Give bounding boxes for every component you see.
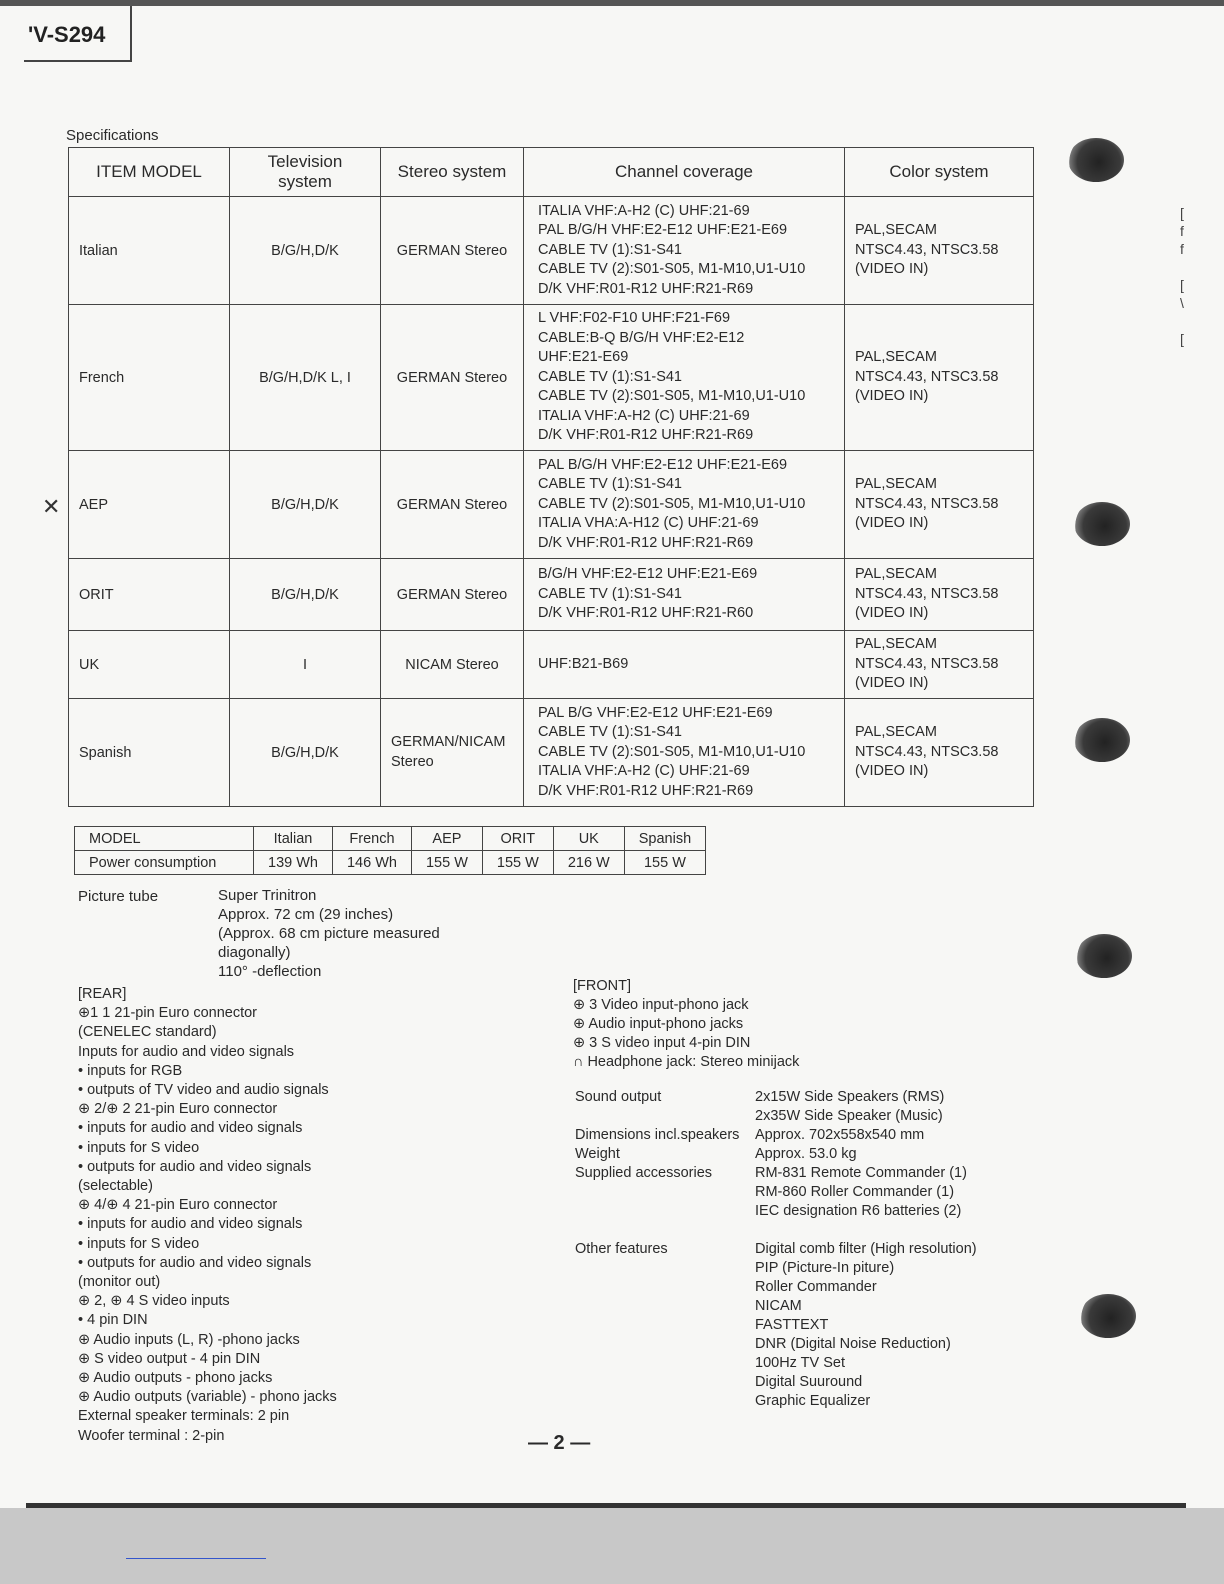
- stereo-cell: GERMAN Stereo: [381, 305, 524, 451]
- color-system-cell: PAL,SECAM NTSC4.43, NTSC3.58 (VIDEO IN): [845, 699, 1034, 807]
- color-system-cell: PAL,SECAM NTSC4.43, NTSC3.58 (VIDEO IN): [845, 197, 1034, 305]
- stereo-cell: NICAM Stereo: [381, 631, 524, 699]
- spec-value: Approx. 702x558x540 mm: [755, 1127, 925, 1143]
- front-terminals: [573, 977, 799, 1072]
- spec-key: Other features: [575, 1241, 668, 1257]
- power-model-spanish: Spanish: [624, 827, 705, 851]
- header-item-model: ITEM MODEL: [69, 148, 230, 197]
- tv-system-cell: B/G/H,D/K L, I: [230, 305, 381, 451]
- rear-line: ⊕1 1 21-pin Euro connector: [78, 1005, 258, 1022]
- rear-line: • outputs for audio and video signals: [78, 1254, 312, 1271]
- coverage-cell: B/G/H VHF:E2-E12 UHF:E21-E69 CABLE TV (1):S1-S41 D/K VHF:R01-R12 UHF:R21-R60: [524, 559, 845, 631]
- spec-row-other-features: [575, 1240, 977, 1411]
- header-color-system: Color system: [845, 148, 1034, 197]
- picture-tube-line: Approx. 72 cm (29 inches): [218, 906, 394, 923]
- rear-line: [REAR]: [78, 986, 127, 1002]
- rear-line: ⊕ Audio inputs (L, R) -phono jacks: [78, 1331, 300, 1348]
- table-row: [69, 305, 1034, 451]
- power-consumption-table: [74, 826, 706, 875]
- spec-key: Weight: [575, 1146, 620, 1162]
- bottom-underline: [126, 1558, 266, 1559]
- coverage-cell: PAL B/G VHF:E2-E12 UHF:E21-E69 CABLE TV (1):S1-S41 CABLE TV (2):S01-S05, M1-M10,U1-U10 ITALIA VHF:A-H2 (C) UHF:21-69 D/K VHF:R01-R12 UHF:R21-R69: [524, 699, 845, 807]
- power-value-french: 146 Wh: [332, 851, 411, 875]
- table-row: [69, 451, 1034, 559]
- model-cell: ORIT: [69, 559, 230, 631]
- rear-line: ⊕ 4/⊕ 4 21-pin Euro connector: [78, 1197, 278, 1214]
- handwritten-mark: ✕: [42, 494, 61, 519]
- power-value-row: [75, 851, 706, 875]
- tv-system-cell: B/G/H,D/K: [230, 197, 381, 305]
- power-model-italian: Italian: [254, 827, 333, 851]
- table-row: [69, 197, 1034, 305]
- front-line: ⊕ 3 Video input-phono jack: [573, 997, 749, 1013]
- rear-line: ⊕ Audio outputs - phono jacks: [78, 1370, 273, 1387]
- rear-line: • outputs of TV video and audio signals: [78, 1082, 329, 1099]
- stereo-cell: GERMAN Stereo: [381, 197, 524, 305]
- tv-system-cell: I: [230, 631, 381, 699]
- front-line: ⊕ 3 S video input 4-pin DIN: [573, 1035, 751, 1051]
- binder-hole: [1068, 138, 1124, 182]
- power-model-aep: AEP: [411, 827, 482, 851]
- picture-tube-label: Picture tube: [78, 888, 159, 905]
- power-model-row: [75, 827, 706, 851]
- coverage-cell: PAL B/G/H VHF:E2-E12 UHF:E21-E69 CABLE TV (1):S1-S41 CABLE TV (2):S01-S05, M1-M10,U1-U10 ITALIA VHA:A-H12 (C) UHF:21-69 D/K VHF:R01-R12 UHF:R21-R69: [524, 451, 845, 559]
- rear-line: (monitor out): [78, 1274, 161, 1291]
- rear-line: • 4 pin DIN: [78, 1312, 148, 1329]
- page-number: — 2 —: [528, 1432, 591, 1454]
- table-row: [69, 631, 1034, 699]
- binder-hole: [1076, 934, 1132, 978]
- spec-row-accessories: [575, 1164, 977, 1221]
- rear-line: • inputs for RGB: [78, 1062, 183, 1079]
- model-tab-label: 'V-S294: [28, 22, 106, 47]
- rear-line: Woofer terminal : 2-pin: [78, 1427, 225, 1444]
- rear-line: ⊕ Audio outputs (variable) - phono jacks: [78, 1389, 337, 1406]
- color-system-cell: PAL,SECAM NTSC4.43, NTSC3.58 (VIDEO IN): [845, 451, 1034, 559]
- model-cell: Spanish: [69, 699, 230, 807]
- rear-line: (selectable): [78, 1178, 153, 1195]
- picture-tube-line: Super Trinitron: [218, 887, 317, 904]
- front-line: [FRONT]: [573, 978, 631, 994]
- spec-row-weight: [575, 1145, 977, 1164]
- header-television-system: Television system: [230, 148, 381, 197]
- spec-value: RM-831 Remote Commander (1) RM-860 Roller Commander (1) IEC designation R6 batteries (2): [755, 1165, 967, 1219]
- spec-key: Dimensions incl.speakers: [575, 1127, 740, 1143]
- rear-line: (CENELEC standard): [78, 1024, 217, 1041]
- rear-line: • inputs for S video: [78, 1139, 200, 1156]
- header-stereo-system: Stereo system: [381, 148, 524, 197]
- rear-line: • inputs for audio and video signals: [78, 1216, 303, 1233]
- top-border: [0, 0, 1224, 6]
- coverage-cell: L VHF:F02-F10 UHF:F21-F69 CABLE:B-Q B/G/H VHF:E2-E12 UHF:E21-E69 CABLE TV (1):S1-S41 CABLE TV (2):S01-S05, M1-M10,U1-U10 ITALIA VHF:A-H2 (C) UHF:21-69 D/K VHF:R01-R12 UHF:R21-R69: [524, 305, 845, 451]
- model-tab: [24, 6, 132, 62]
- front-line: ∩ Headphone jack: Stereo minijack: [573, 1054, 800, 1070]
- rear-line: External speaker terminals: 2 pin: [78, 1408, 290, 1425]
- model-cell: UK: [69, 631, 230, 699]
- color-system-cell: PAL,SECAM NTSC4.43, NTSC3.58 (VIDEO IN): [845, 559, 1034, 631]
- coverage-cell: UHF:B21-B69: [524, 631, 845, 699]
- model-cell: Italian: [69, 197, 230, 305]
- page-edge-marks: [ f f [ \ [: [1180, 205, 1184, 347]
- power-value-spanish: 155 W: [624, 851, 705, 875]
- picture-tube-line: diagonally): [218, 944, 291, 961]
- power-value-italian: 139 Wh: [254, 851, 333, 875]
- front-line: ⊕ Audio input-phono jacks: [573, 1016, 744, 1032]
- stereo-cell: GERMAN Stereo: [381, 559, 524, 631]
- stereo-cell: GERMAN/NICAM Stereo: [381, 699, 524, 807]
- spec-value: Digital comb filter (High resolution) PIP (Picture-In piture) Roller Commander NICAM FASTTEXT DNR (Digital Noise Reduction) 100Hz TV Set Digital Suuround Graphic Equalizer: [755, 1241, 977, 1409]
- specifications-heading: Specifications: [66, 127, 159, 144]
- table-header-row: [69, 148, 1034, 197]
- model-cell: AEP: [69, 451, 230, 559]
- power-consumption-label: Power consumption: [75, 851, 254, 875]
- model-cell: French: [69, 305, 230, 451]
- spec-row-sound-output: [575, 1088, 977, 1126]
- spec-value: 2x15W Side Speakers (RMS) 2x35W Side Speaker (Music): [755, 1089, 945, 1124]
- scan-margin: [0, 1508, 1224, 1584]
- rear-line: • outputs for audio and video signals: [78, 1158, 312, 1175]
- tv-system-cell: B/G/H,D/K: [230, 699, 381, 807]
- power-value-orit: 155 W: [482, 851, 553, 875]
- picture-tube-details: [218, 886, 440, 981]
- power-model-orit: ORIT: [482, 827, 553, 851]
- stereo-cell: GERMAN Stereo: [381, 451, 524, 559]
- header-channel-coverage: Channel coverage: [524, 148, 845, 197]
- power-value-uk: 216 W: [553, 851, 624, 875]
- color-system-cell: PAL,SECAM NTSC4.43, NTSC3.58 (VIDEO IN): [845, 631, 1034, 699]
- specifications-table: [68, 147, 1034, 807]
- tv-system-cell: B/G/H,D/K: [230, 451, 381, 559]
- picture-tube-line: 110° -deflection: [218, 963, 322, 980]
- power-model-french: French: [332, 827, 411, 851]
- binder-hole: [1074, 502, 1130, 546]
- binder-hole: [1074, 718, 1130, 762]
- spec-key: Sound output: [575, 1089, 662, 1105]
- tv-system-cell: B/G/H,D/K: [230, 559, 381, 631]
- power-value-aep: 155 W: [411, 851, 482, 875]
- rear-line: ⊕ 2/⊕ 2 21-pin Euro connector: [78, 1101, 278, 1118]
- spec-row-dimensions: [575, 1126, 977, 1145]
- table-row: [69, 559, 1034, 631]
- power-model-uk: UK: [553, 827, 624, 851]
- picture-tube-line: (Approx. 68 cm picture measured: [218, 925, 440, 942]
- coverage-cell: ITALIA VHF:A-H2 (C) UHF:21-69 PAL B/G/H VHF:E2-E12 UHF:E21-E69 CABLE TV (1):S1-S41 CABLE TV (2):S01-S05, M1-M10,U1-U10 D/K VHF:R01-R12 UHF:R21-R69: [524, 197, 845, 305]
- spec-value: Approx. 53.0 kg: [755, 1146, 857, 1162]
- rear-line: Inputs for audio and video signals: [78, 1043, 295, 1060]
- binder-hole: [1080, 1294, 1136, 1338]
- rear-line: • inputs for S video: [78, 1235, 200, 1252]
- table-row: [69, 699, 1034, 807]
- spec-key: Supplied accessories: [575, 1165, 713, 1181]
- rear-line: ⊕ 2, ⊕ 4 S video inputs: [78, 1293, 230, 1310]
- rear-terminals: [78, 985, 337, 1446]
- model-label: MODEL: [75, 827, 254, 851]
- rear-line: • inputs for audio and video signals: [78, 1120, 303, 1137]
- color-system-cell: PAL,SECAM NTSC4.43, NTSC3.58 (VIDEO IN): [845, 305, 1034, 451]
- rear-line: ⊕ S video output - 4 pin DIN: [78, 1350, 261, 1367]
- general-specs: [575, 1088, 977, 1411]
